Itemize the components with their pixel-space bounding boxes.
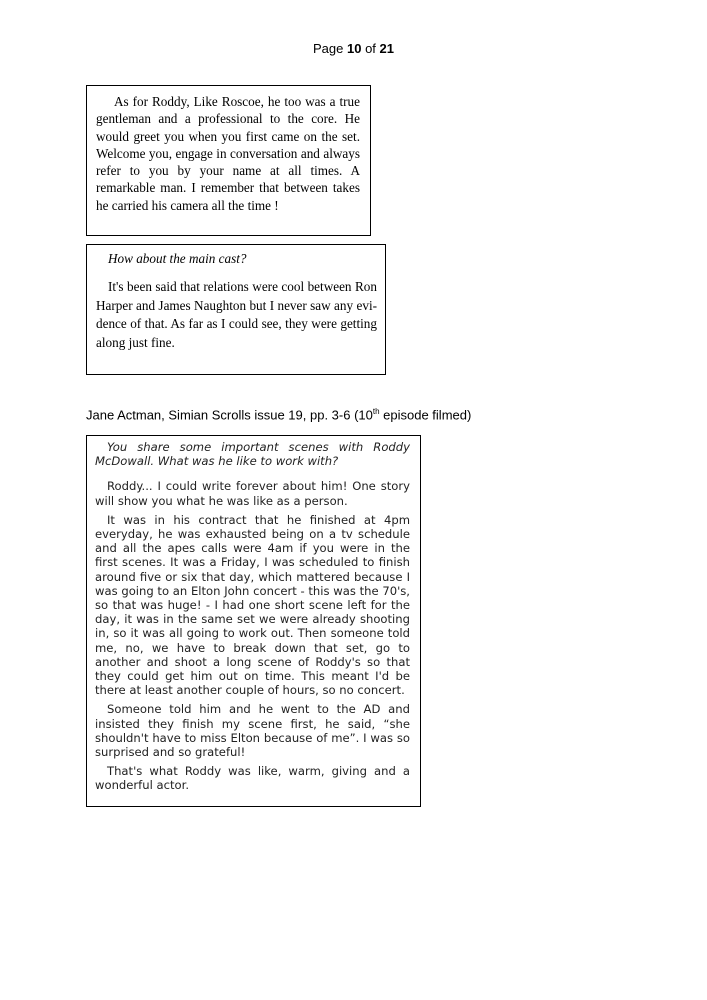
interview-paragraph: It was in his contract that he finished at 4pm everyday, he was exhausted being on a tv schedule and all the apes calls were 4am if you were in the first scenes. It was a Friday, I was scheduled to finish around five or six that day, which mattered because I was going to an Elton John concert - this was the 70's, so that was huge! - I had one short scene left for the day, it was in the same set we were already shooting in, so it was all going to work out. Then someone told me, no, we have to break down that set, go to another and shoot a long scene of Roddy's so that they could get him out on time. This meant I'd be there at least another couple of hours, so no concert. xyxy=(95,512,410,698)
current-page: 10 xyxy=(346,41,362,56)
source-caption: Jane Actman, Simian Scrolls issue 19, pp. 3-6 (10th episode filmed) xyxy=(86,407,472,423)
interview-clipping-jane-actman xyxy=(86,435,421,807)
interview-question: How about the main cast? xyxy=(108,251,247,266)
page-number: Page 10 of 21 xyxy=(313,41,394,56)
interview-paragraph: Roddy... I could write forever about him! One story will show you what he was like as a person. xyxy=(95,479,410,508)
interview-question: You share some important scenes with Roddy McDowall. What was he like to work with? xyxy=(95,440,410,469)
interview-clipping-main-cast xyxy=(86,244,386,375)
caption-superscript: th xyxy=(372,407,380,416)
interview-paragraph: That's what Roddy was like, warm, giving and a wonderful actor. xyxy=(95,764,410,793)
clipping-paragraph: As for Roddy, Like Roscoe, he too was a true gentleman and a professional to the core. He would greet you when you first came on the set. Welcome you, engage in conversation and always refer to you by your name at all times. A remarkable man. I remember that between takes he carried his camera all the time ! xyxy=(96,94,360,213)
interview-paragraph: Someone told him and he went to the AD and insisted they finish my scene first, he said, “she shouldn't have to miss Elton because of me”. I was so surprised and so grateful! xyxy=(95,702,410,760)
interview-answer: It's been said that relations were cool between Ron Harper and James Naughton but I never saw any evi-dence of that. As far as I could see, they were getting along just fine. xyxy=(96,279,377,350)
total-pages: 21 xyxy=(379,41,394,56)
interview-clipping-roddy-gentleman xyxy=(86,85,371,236)
